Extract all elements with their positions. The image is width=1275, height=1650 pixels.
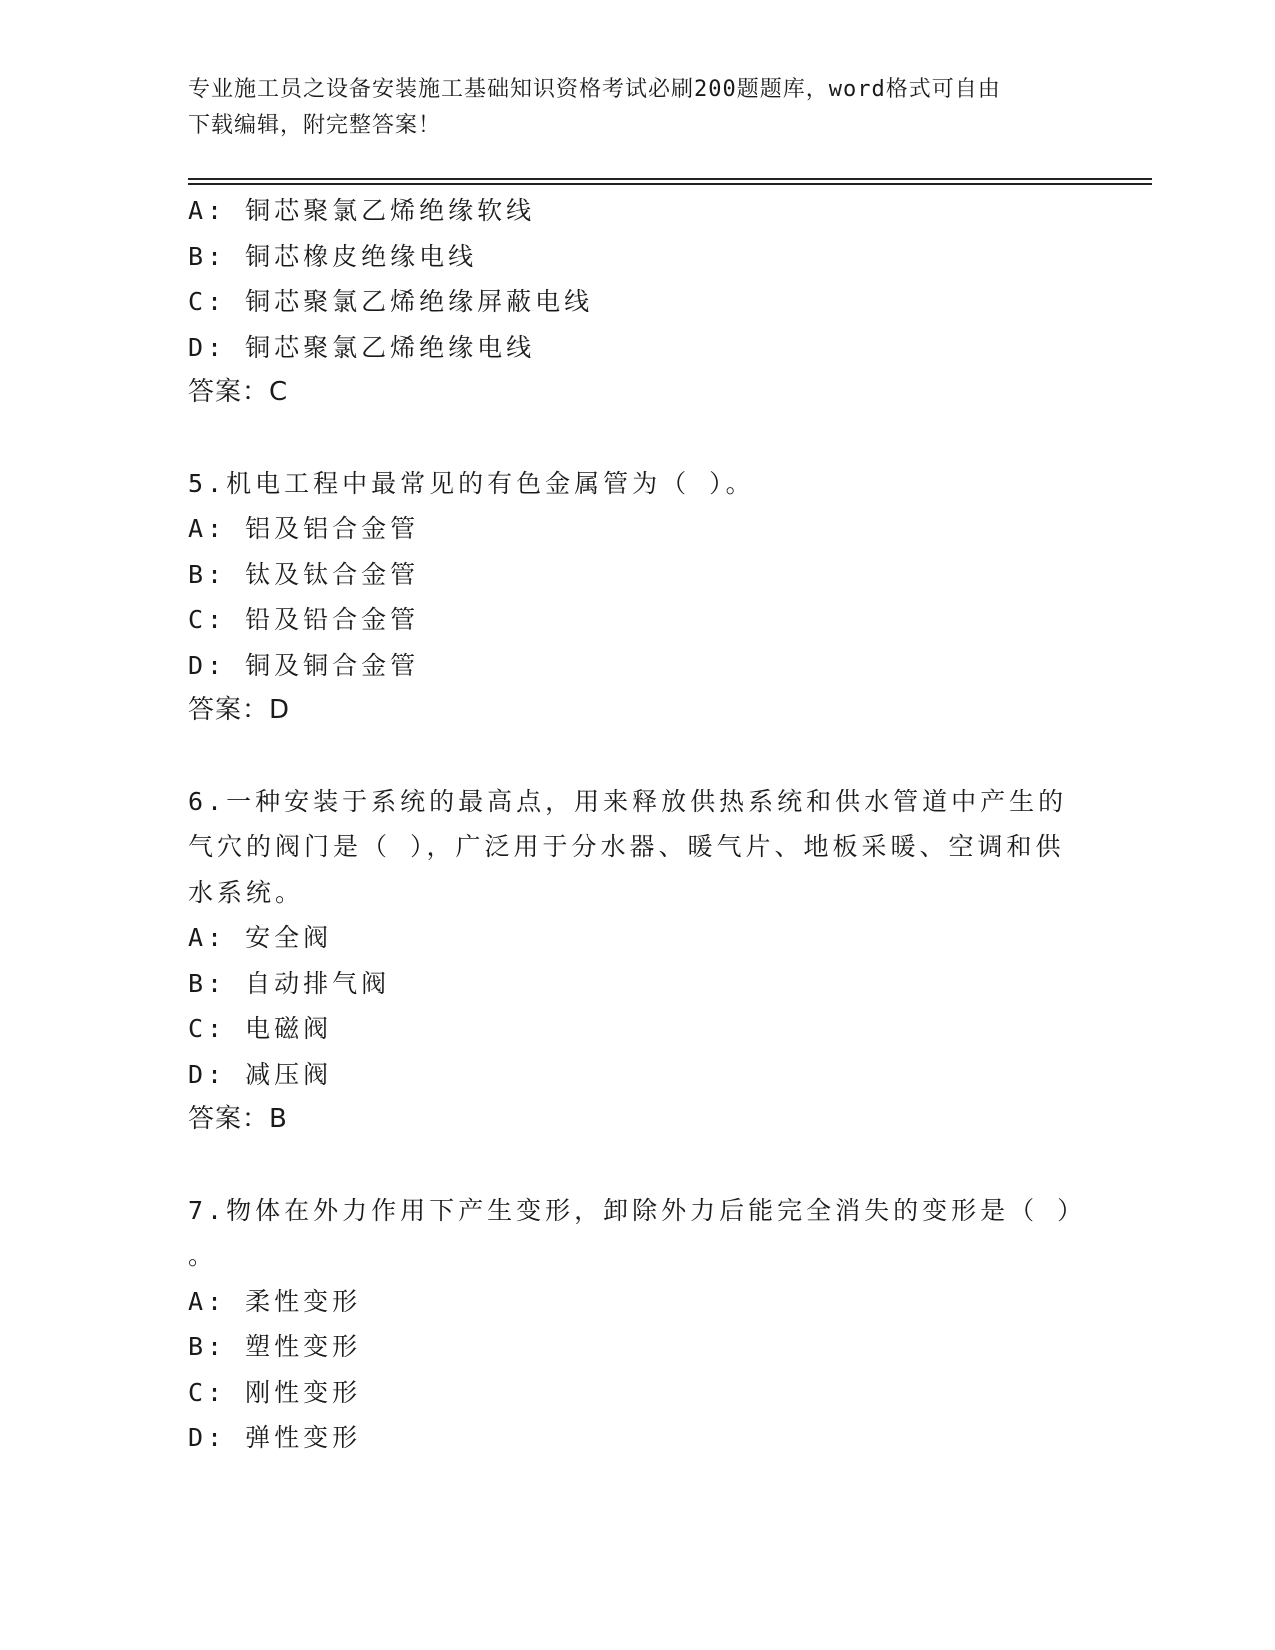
question-5 [188, 461, 1088, 734]
option-c: C: 电磁阀 [188, 1014, 333, 1043]
option-c: C: 铅及铅合金管 [188, 605, 420, 634]
question-text-line-2: 。 [188, 1241, 218, 1270]
option-a: A: 柔性变形 [188, 1286, 362, 1316]
header-divider-top [188, 178, 1152, 180]
option-c: C: 刚性变形 [188, 1377, 362, 1407]
question-list [188, 188, 1088, 1461]
option-b: B: 钛及钛合金管 [188, 559, 420, 589]
spacer [188, 1143, 1088, 1188]
answer-line: 答案：C [188, 377, 289, 407]
question-text-line-2: 气穴的阀门是（ ），广泛用于分水器、暖气片、地板采暖、空调和供 [188, 832, 1065, 861]
question-text-line-1: 7.物体在外力作用下产生变形，卸除外力后能完全消失的变形是（ ） [188, 1195, 1087, 1225]
option-d: D: 铜及铜合金管 [188, 650, 420, 680]
option-a: A: 铝及铝合金管 [188, 514, 420, 543]
option-c: C: 铜芯聚氯乙烯绝缘屏蔽电线 [188, 287, 594, 316]
header-divider-bottom [188, 183, 1152, 185]
option-a: A: 安全阀 [188, 923, 333, 952]
answer-line: 答案：D [188, 695, 291, 725]
option-b: B: 塑性变形 [188, 1332, 362, 1361]
question-6 [188, 779, 1088, 1143]
option-a: A: 铜芯聚氯乙烯绝缘软线 [188, 196, 536, 225]
spacer [188, 416, 1088, 461]
question-text-line-3: 水系统。 [188, 877, 305, 907]
header-line-1: 专业施工员之设备安装施工基础知识资格考试必刷200题题库，word格式可自由 [188, 77, 1001, 102]
option-d: D: 减压阀 [188, 1059, 333, 1089]
question-4 [188, 188, 1088, 416]
option-b: B: 自动排气阀 [188, 968, 391, 998]
question-text: 5.机电工程中最常见的有色金属管为（ ）。 [188, 468, 755, 498]
question-7 [188, 1188, 1088, 1461]
document-header [188, 72, 1068, 144]
answer-line: 答案：B [188, 1104, 288, 1134]
option-b: B: 铜芯橡皮绝缘电线 [188, 241, 478, 271]
spacer [188, 734, 1088, 779]
question-text-line-1: 6.一种安装于系统的最高点，用来释放供热系统和供水管道中产生的 [188, 786, 1068, 816]
option-d: D: 弹性变形 [188, 1423, 362, 1452]
header-line-2: 下载编辑，附完整答案！ [188, 113, 442, 138]
option-d: D: 铜芯聚氯乙烯绝缘电线 [188, 332, 536, 362]
